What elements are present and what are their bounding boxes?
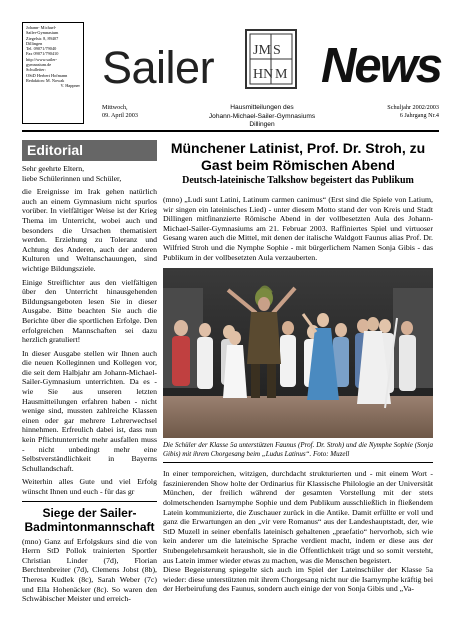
svg-text:HN: HN (253, 67, 274, 82)
article-paragraph: In einer temporeichen, witzigen, durchdacht strukturierten und - mit einem Wort - faszinierenden Show holte der Ordinarius für Klassische Philologie an der Universität München, der freilich während der gesamten Vorstellung mit der stets dolmetschenden Isarnymphe Sophie und dem Publikum ausschließlich in fließendem Latein kommunizierte, die Zuschauer zurück in die Antike. Damit erfüllte er voll und ganz die Erwartungen an den „vir vere Romanus“ aus der Landeshauptstadt, der, wie StD Muzell in seiner ebenfalls lateinisch gehaltenen „praefatio“ hervorhob, sich wie kein anderer um die lateinische Sprache verdient macht, indem er diese aus der Stubengelehrsamkeit herausholt, sie in die Öffentlichkeit trägt und so somit versteht, aus Latein immer wieder etwas zu machen, was die Menschen begeistert. (163, 469, 433, 565)
school-logo-graphic (244, 28, 298, 90)
date-full: 09. April 2003 (102, 112, 138, 119)
left-column (22, 140, 157, 640)
address-line: Sailer-Gymnasium (26, 30, 59, 36)
stage-photo-graphic (163, 268, 433, 438)
article-headline: Münchener Latinist, Prof. Dr. Stroh, zu Gast beim Römischen Abend (170, 140, 426, 173)
editorial-body (22, 164, 157, 497)
editorial-greeting (22, 164, 157, 183)
address-line: Schulleiter: (26, 67, 46, 73)
masthead-title-sailer: Sailer (102, 42, 215, 93)
badminton-heading: Siege der Sailer-Badmintonmannschaft (22, 501, 157, 534)
photo-caption: Die Schüler der Klasse 5a unterstützen Faunus (Prof. Dr. Stroh) und die Nymphe Sophie (Sonja Gibis) mit ihrem Chorgesang beim „Ludus Latinus“. Foto: Muzell (163, 441, 433, 463)
address-line: OStD Herbert Hofmann (26, 72, 68, 78)
address-line: V. Happner (60, 83, 80, 89)
article-body (163, 469, 433, 594)
greeting-line: liebe Schülerinnen und Schüler, (22, 173, 122, 183)
svg-text:S: S (273, 43, 281, 58)
address-line: Fax 09071/790410 (26, 51, 59, 57)
address-line: Johann- Michael- (26, 25, 57, 30)
address-line[interactable]: http://www.sailer- (26, 56, 58, 62)
editorial-paragraph: In dieser Ausgabe stellen wir Ihnen auch die neuen Kolleginnen und Kollegen vor, die seit dem Halbjahr am Johann-Michael-Sailer-Gymnasium unterrichten. Da es - wie Sie aus unseren letzten Hausmitteilungen erfahren haben - nicht wenige sind, mussten zahlreiche Klassen einen oder gar mehrere Lehrerwechsel hinnehmen. Erfreulich dabei ist, dass nun kein Pflichtunterricht mehr ausfallen muss - nicht unbedingt mehr eine Selbstverständlichkeit in Bayerns Schullandschaft. (22, 348, 157, 473)
editorial-paragraph: Weiterhin alles Gute und viel Erfolg wünscht Ihnen und euch - für das gr (22, 477, 157, 496)
article-paragraph: Diese Begeisterung spiegelte sich auch im Spiel der Lateinschüler der Klasse 5a wieder: diese unterstützten mit ihrem Chorgesang nicht nur die Isarnymphe kräftig bei der Herbeirufung des Faunus, sondern auch einige der von Sonja Gibis und „Va- (163, 565, 433, 594)
issue-number: 6 Jahrgang Nr.4 (399, 112, 439, 119)
masthead-title-news: News (321, 39, 442, 93)
address-line: Redaktion: M. Nowak (26, 77, 65, 83)
masthead (22, 22, 442, 132)
school-year-line: Schuljahr 2002/2003 (387, 104, 439, 111)
subtitle-line1: Hausmitteilungen des (230, 104, 294, 111)
subtitle-line2: Johann-Michael-Sailer-Gymnasiums Dillingen (208, 112, 316, 128)
svg-text:M: M (275, 67, 288, 82)
school-logo (244, 28, 298, 90)
svg-text:JM: JM (253, 43, 271, 58)
editorial-paragraph: die Ereignisse im Irak gehen natürlich auch an einem Gymnasium nicht spurlos vorüber. In vielfältiger Weise ist der Krieg Thema im Unterricht, wobei auch und besonders die Ursachen thematisiert werden. Erziehung zu Toleranz und Achtung des Anderen, auch der anderen Kulturen und Weltanschauungen, sind wichtige Bildungsziele. (22, 187, 157, 273)
address-line: Dillingen (26, 40, 43, 46)
article-intro (163, 195, 433, 262)
address-line[interactable]: gymnasium.de (26, 62, 52, 68)
badminton-text: (mno) Ganz auf Erfolgskurs sind die von Herrn StD Pollok trainierten Sportler Christian Linder (7d), Florian Berchtenbreiter (7d), Clemens Jobst (8b), Theresa Kudlek (8c), Sarah Weber (7c) und Ella Hohenäcker (8c). So waren den Schwäbischer Meister und erreich- (22, 536, 157, 604)
address-line: Ziegelstr. 8, 89407 (26, 35, 59, 41)
editorial-heading: Editorial (22, 140, 157, 161)
school-year (387, 104, 439, 120)
masthead-subtitle (200, 104, 324, 130)
editorial-paragraph: Einige Streiflichter aus den vielfältigen über den Unterricht hinausgehenden Bildungsangeboten lesen Sie in dieser Ausgabe. Bitte beachten Sie auch die Berichte über die sportlichen Erfolge. Den erfolgreichen Mannschaften sei dazu herzlich gratuliert! (22, 277, 157, 345)
main-article (163, 140, 433, 640)
article-paragraph: (mno) „Ludi sunt Latini, Latinum carmen canimus“ (Erst sind die Spiele von Latium, wir singen ein lateinisches Lied) - unter diesem Motto stand der von Kreis und Stadt Dillingen mitfinanzierte Römische Abend in der vollbesetzten Aula des Johann-Michael-Sailer-Gymnasiums am 21. Februar 2003. Raffiniertes Spiel und virtuoser Gesang waren auch die Mittel, mit denen der italische Waldgott Faunus alias Prof. Dr. Wilfried Stroh und die Nymphe Sophie - mit bürgerlichem Namen Sonja Gibis - das Publikum in der vollbesetzten Aula verzauberten. (163, 195, 433, 262)
date-weekday: Mittwoch, (102, 104, 128, 111)
address-line: Tel. 09071/79040 (26, 46, 57, 52)
article-photo (163, 268, 433, 438)
issue-date (102, 104, 138, 120)
address-box (22, 22, 84, 124)
greeting-line: Sehr geehrte Eltern, (22, 164, 85, 173)
article-subheadline: Deutsch-lateinische Talkshow begeistert das Publikum (182, 175, 414, 186)
